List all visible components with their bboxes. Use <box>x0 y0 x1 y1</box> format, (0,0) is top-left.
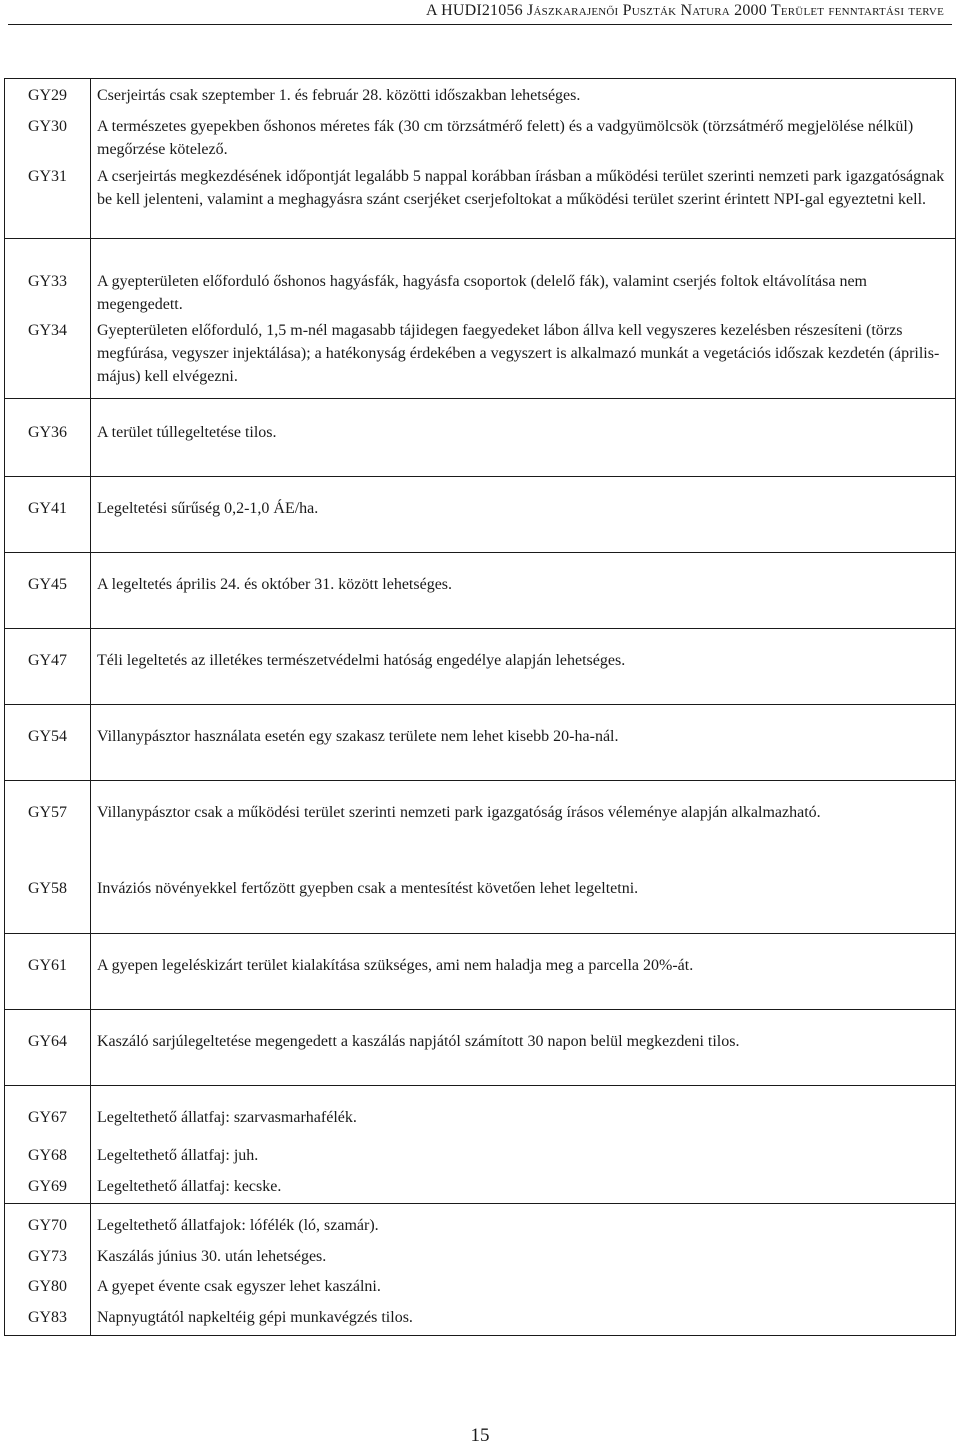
row-divider <box>5 398 955 399</box>
row-code: GY33 <box>27 273 68 290</box>
row-divider <box>5 1009 955 1010</box>
row-text: A természetes gyepekben őshonos méretes fák (30 cm törzsátmérő felett) és a vadgyümölcsök (törzsátmérő megjelölése nélkül) megőrzése kötelező. <box>97 118 914 158</box>
row-text: Kaszálás június 30. után lehetséges. <box>97 1248 327 1265</box>
row-text: Kaszáló sarjúlegeltetése megengedett a kaszálás napjától számított 30 napon belül megkezdeni tilos. <box>97 1033 740 1050</box>
column-divider <box>90 79 91 1335</box>
row-code: GY41 <box>27 500 68 517</box>
page-number: 15 <box>470 1425 490 1446</box>
row-code: GY54 <box>27 728 68 745</box>
row-code: GY83 <box>27 1309 68 1326</box>
requirements-table <box>4 78 956 1336</box>
row-text: Legeltethető állatfajok: lófélék (ló, szamár). <box>97 1217 379 1234</box>
row-code: GY34 <box>27 322 68 339</box>
row-text: Villanypásztor használata esetén egy szakasz területe nem lehet kisebb 20-ha-nál. <box>97 728 619 745</box>
row-text: Napnyugtától napkeltéig gépi munkavégzés tilos. <box>97 1309 413 1326</box>
row-divider <box>5 933 955 934</box>
row-divider <box>5 1203 955 1204</box>
row-text: Téli legeltetés az illetékes természetvédelmi hatóság engedélye alapján lehetséges. <box>97 652 626 669</box>
row-code: GY68 <box>27 1147 68 1164</box>
row-divider <box>5 628 955 629</box>
row-code: GY29 <box>27 87 68 104</box>
row-divider <box>5 552 955 553</box>
row-text: Legeltetési sűrűség 0,2-1,0 ÁE/ha. <box>97 500 319 517</box>
row-text: Villanypásztor csak a működési terület szerinti nemzeti park igazgatóság írásos véleménye alapján alkalmazható. <box>97 804 821 821</box>
row-code: GY47 <box>27 652 68 669</box>
row-divider <box>5 238 955 239</box>
row-text: A legeltetés április 24. és október 31. között lehetséges. <box>97 576 453 593</box>
row-code: GY58 <box>27 880 68 897</box>
row-code: GY73 <box>27 1248 68 1265</box>
row-text: Inváziós növényekkel fertőzött gyepben csak a mentesítést követően lehet legeltetni. <box>97 880 639 897</box>
row-divider <box>5 1085 955 1086</box>
row-divider <box>5 780 955 781</box>
running-header: A HUDI21056 Jászkarajenői Puszták Natura 2000 Terület fenntartási terve <box>425 2 944 19</box>
row-divider <box>5 704 955 705</box>
row-code: GY69 <box>27 1178 68 1195</box>
row-code: GY45 <box>27 576 68 593</box>
row-text: Legeltethető állatfaj: juh. <box>97 1147 259 1164</box>
row-text: A cserjeirtás megkezdésének időpontját legalább 5 nappal korábban írásban a működési terület szerinti nemzeti park igazgatóságnak be kell jelenteni, valamint a meghagyásra szánt cserjéket cserjefoltokat a működési terület szerint érintett NPI-gal egyeztetni kell. <box>97 168 945 208</box>
row-text: A terület túllegeltetése tilos. <box>97 424 277 441</box>
row-text: A gyepet évente csak egyszer lehet kaszálni. <box>97 1278 381 1295</box>
row-divider <box>5 476 955 477</box>
row-text: Legeltethető állatfaj: kecske. <box>97 1178 282 1195</box>
row-text: A gyepen legeléskizárt terület kialakítása szükséges, ami nem haladja meg a parcella 20%-át. <box>97 957 694 974</box>
row-text: Gyepterületen előforduló, 1,5 m-nél magasabb tájidegen faegyedeket lábon állva kell vegyszeres kezelésben részesíteni (törzs megfúrása, vegyszer injektálása); a hatékonyság érdekében a vegyszert is alkalmazó munkát a vegetációs időszak kezdetén (április-május) kell elvégezni. <box>97 322 940 385</box>
row-text: A gyepterületen előforduló őshonos hagyásfák, hagyásfa csoportok (delelő fák), valamint cserjés foltok eltávolítása nem megengedett. <box>97 273 867 313</box>
row-code: GY61 <box>27 957 68 974</box>
row-code: GY30 <box>27 118 68 135</box>
row-text: Cserjeirtás csak szeptember 1. és február 28. közötti időszakban lehetséges. <box>97 87 581 104</box>
row-code: GY80 <box>27 1278 68 1295</box>
row-code: GY64 <box>27 1033 68 1050</box>
row-code: GY31 <box>27 168 68 185</box>
row-code: GY70 <box>27 1217 68 1234</box>
row-code: GY57 <box>27 804 68 821</box>
row-code: GY67 <box>27 1109 68 1126</box>
row-text: Legeltethető állatfaj: szarvasmarhafélék. <box>97 1109 357 1126</box>
header-rule <box>8 24 952 25</box>
row-code: GY36 <box>27 424 68 441</box>
